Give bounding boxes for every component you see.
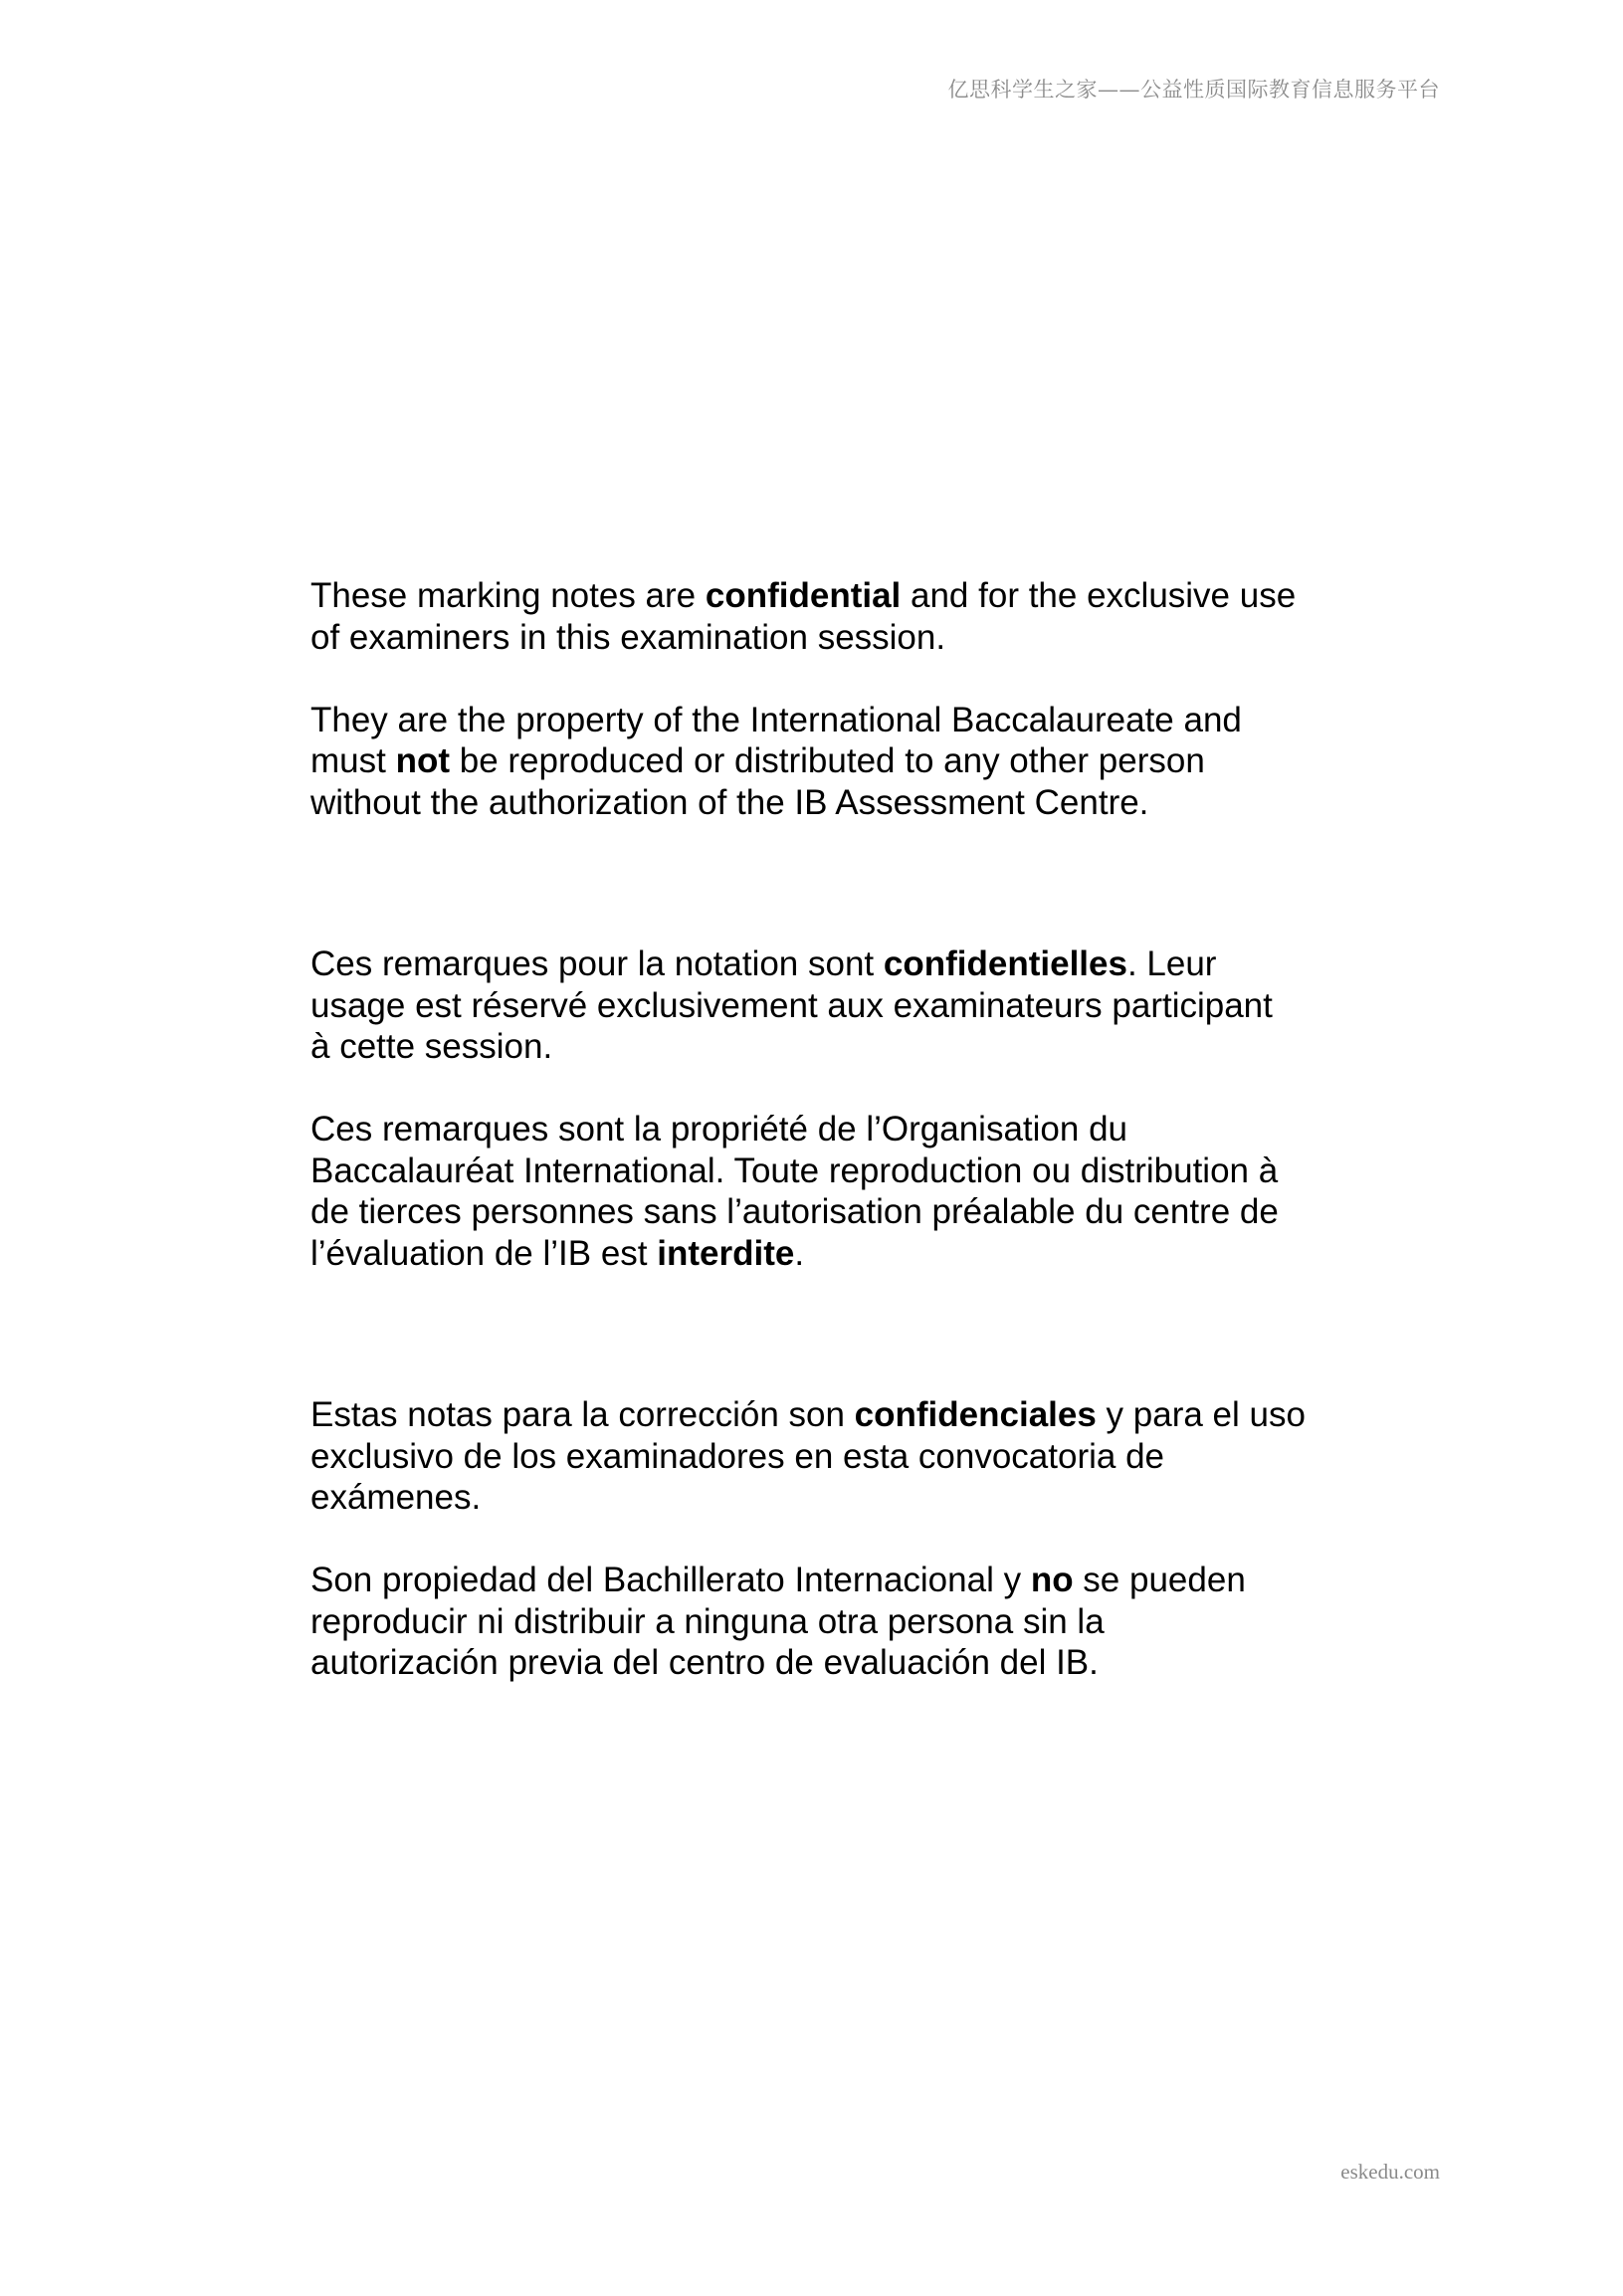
notice-emphasis: confidentielles bbox=[883, 944, 1127, 983]
notice-text: y para el uso exclusivo de los examinadores en esta convocatoria de exámenes. bbox=[310, 1395, 1306, 1517]
notice-paragraph-property bbox=[310, 1560, 1365, 1684]
header-watermark: 亿思科学生之家——公益性质国际教育信息服务平台 bbox=[947, 78, 1440, 102]
notice-text: and for the exclusive use of examiners in this examination session. bbox=[310, 576, 1297, 657]
notice-text: Ces remarques sont la propriété de l’Organisation du Baccalauréat International. Toute reproduction ou distribution à de tierces personnes sans l’autorisation préalable du centre de l’évaluation de l’IB est bbox=[310, 1110, 1279, 1273]
confidentiality-notice-spanish bbox=[310, 1394, 1365, 1684]
notice-text: Estas notas para la corrección son bbox=[310, 1395, 855, 1434]
notice-text: These marking notes are bbox=[310, 576, 706, 615]
notice-paragraph-confidential bbox=[310, 943, 1365, 1068]
footer-watermark: eskedu.com bbox=[1340, 2160, 1440, 2184]
notice-emphasis: confidenciales bbox=[854, 1395, 1097, 1434]
notice-emphasis: not bbox=[395, 741, 450, 780]
notice-emphasis: interdite bbox=[657, 1233, 795, 1273]
notice-paragraph-confidential bbox=[310, 575, 1365, 658]
notice-paragraph-property bbox=[310, 1109, 1365, 1274]
notice-text: Ces remarques pour la notation sont bbox=[310, 944, 884, 983]
notice-paragraph-confidential bbox=[310, 1394, 1365, 1519]
notice-emphasis: no bbox=[1030, 1561, 1074, 1599]
notice-text: . Leur usage est réservé exclusivement aux examinateurs participant à cette session. bbox=[310, 944, 1273, 1066]
notice-text: They are the property of the International Baccalaureate and must bbox=[310, 700, 1242, 780]
notice-text: . bbox=[794, 1233, 805, 1273]
notice-emphasis: confidential bbox=[705, 576, 902, 615]
notice-text: be reproduced or distributed to any other person without the authorization of the IB Assessment Centre. bbox=[310, 741, 1205, 822]
confidentiality-notice-english bbox=[310, 575, 1365, 823]
confidentiality-notice-french bbox=[310, 943, 1365, 1274]
notice-text: Son propiedad del Bachillerato Internacional y bbox=[310, 1561, 1031, 1599]
notice-paragraph-property bbox=[310, 700, 1365, 824]
notice-text: se pueden reproducir ni distribuir a ninguna otra persona sin la autorización previa del centro de evaluación del IB. bbox=[310, 1561, 1246, 1682]
